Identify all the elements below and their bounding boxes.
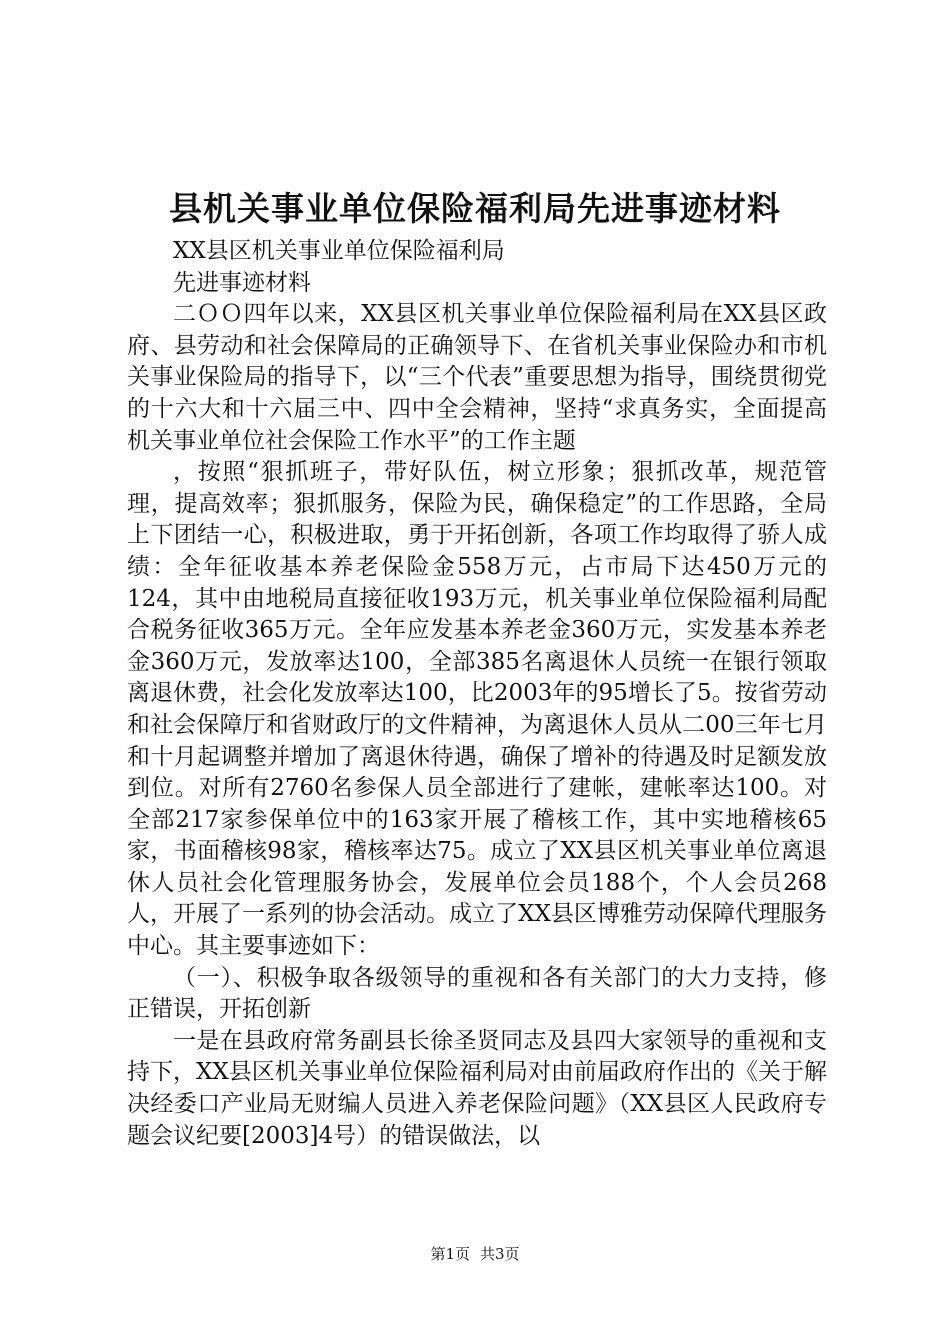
page-number-total: 共3页 — [480, 1245, 520, 1263]
document-body — [127, 236, 827, 1152]
paragraph-organization: XX县区机关事业单位保险福利局 — [173, 238, 505, 264]
document-title: 县机关事业单位保险福利局先进事迹材料 — [169, 189, 781, 228]
page-footer — [0, 1244, 950, 1264]
paragraph-achievements: ，按照“狠抓班子，带好队伍，树立形象；狠抓改革，规范管理，提高效率；狠抓服务，保险为民，确保稳定”的工作思路，全局上下团结一心，积极进取，勇于开拓创新，各项工作均取得了骄人成绩：全年征收基本养老保险金558万元，占市局下达450万元的124，其中由地税局直接征收193万元，机关事业单位保险福利局配合税务征收365万元。全年应发基本养老金360万元，实发基本养老金360万元，发放率达100，全部385名离退休人员统一在银行领取离退休费，社会化发放率达100，比2003年的95增长了5。按省劳动和社会保障厅和省财政厅的文件精神，为离退休人员从二00三年七月和十月起调整并增加了离退休待遇，确保了增补的待遇及时足额发放到位。对所有2760名参保人员全部进行了建帐，建帐率达100。对全部217家参保单位中的163家开展了稽核工作，其中实地稽核65家，书面稽核98家，稽核率达75。成立了XX县区机关事业单位离退休人员社会化管理服务协会，发展单位会员188个，个人会员268人，开展了一系列的协会活动。成立了XX县区博雅劳动保障代理服务中心。其主要事迹如下： — [127, 459, 827, 960]
paragraph-intro: 二ＯＯ四年以来，XX县区机关事业单位保险福利局在XX县区政府、县劳动和社会保障局的正确领导下、在省机关事业保险办和市机关事业保险局的指导下，以“三个代表”重要思想为指导，围绕贯彻党的十六大和十六届三中、四中全会精神，坚持“求真务实，全面提高机关事业单位社会保险工作水平”的工作主题 — [127, 301, 827, 454]
paragraph-section-one-heading: （一）、积极争取各级领导的重视和各有关部门的大力支持，修正错误，开拓创新 — [127, 964, 827, 1023]
paragraph-section-one-body: 一是在县政府常务副县长徐圣贤同志及县四大家领导的重视和支持下，XX县区机关事业单位保险福利局对由前届政府作出的《关于解决经委口产业局无财编人员进入养老保险问题》（XX县区人民政府专题会议纪要[2003]4号）的错误做法，以 — [127, 1027, 827, 1149]
page-number-current: 第1页 — [430, 1245, 470, 1263]
paragraph-subtitle: 先进事迹材料 — [173, 269, 311, 296]
